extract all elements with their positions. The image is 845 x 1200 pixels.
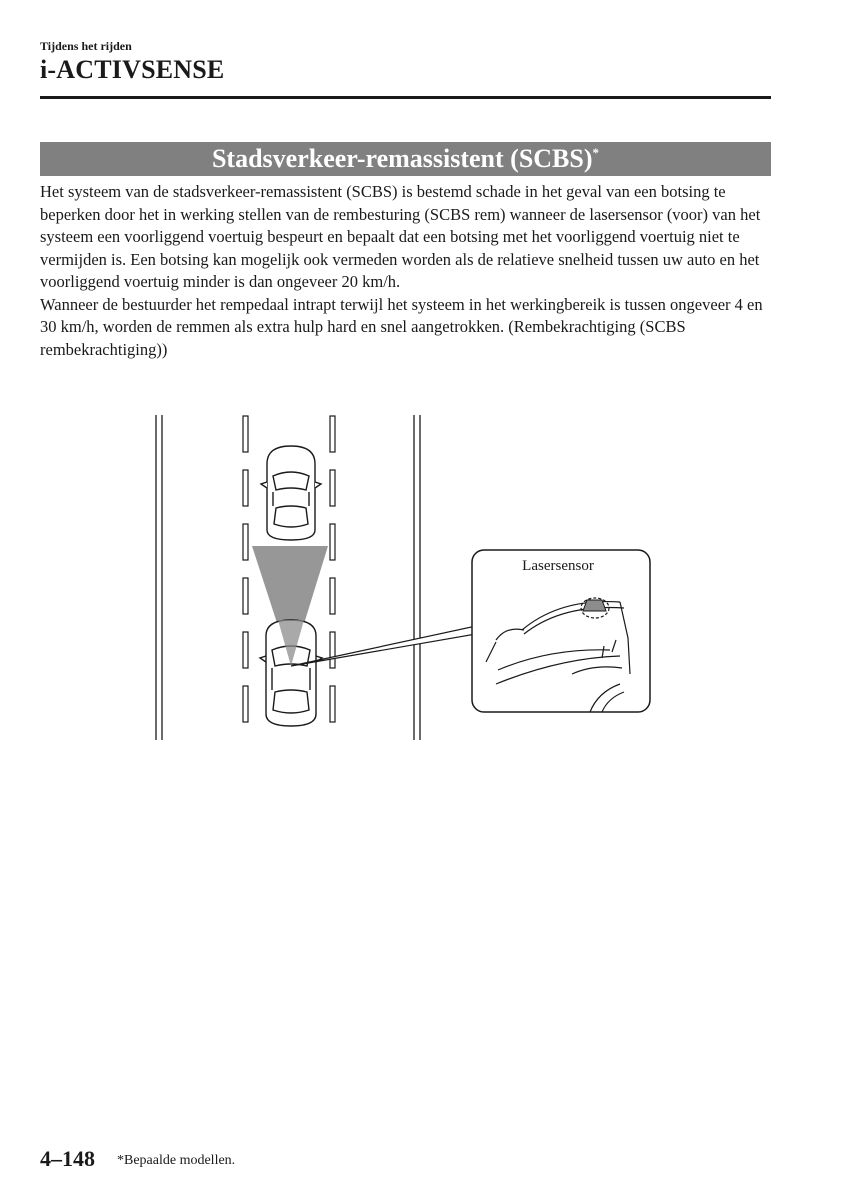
paragraph-1: Het systeem van de stadsverkeer-remassistent (SCBS) is bestemd schade in het geval van een botsing te beperken door het in werking stellen van de rembesturing (SCBS rem) wanneer de lasersensor (voor) van het systeem een voorliggend voertuig bespeurt en bepaalt dat een botsing met het voorliggend voertuig niet te vermijden is. Een botsing kan mogelijk ook vermeden worden als de relatieve snelheid tussen uw auto en het voorliggend voertuig minder is dan ongeveer 20 km/h.	[40, 182, 761, 291]
footnote-marker: *	[592, 145, 600, 160]
front-car-icon	[261, 446, 321, 540]
paragraph-2: Wanneer de bestuurder het rempedaal intrapt terwijl het systeem in het werkingbereik is tussen ongeveer 4 en 30 km/h, worden de remmen als extra hulp hard en snel aangetrokken. (Rembekrachtiging (SCBS rembekrachtiging))	[40, 294, 763, 359]
callout-label: Lasersensor	[522, 558, 594, 574]
callout-box	[472, 550, 650, 712]
page-number: 4–148	[40, 1146, 95, 1171]
lane-marking-left	[243, 416, 248, 722]
section-title-text: Stadsverkeer-remassistent (SCBS)	[211, 144, 593, 173]
scbs-illustration	[150, 412, 660, 742]
road-edge-left	[156, 415, 162, 740]
chapter-title: i-ACTIVSENSE	[40, 55, 225, 84]
section-banner	[40, 142, 771, 176]
footnote: *Bepaalde modellen.	[117, 1153, 236, 1168]
lane-marking-right	[330, 416, 335, 722]
header-rule	[40, 96, 771, 99]
road-edge-right	[414, 415, 420, 740]
section-title	[212, 144, 599, 173]
body-text	[40, 181, 780, 361]
breadcrumb: Tijdens het rijden	[40, 39, 132, 53]
callout-leader	[291, 626, 476, 666]
